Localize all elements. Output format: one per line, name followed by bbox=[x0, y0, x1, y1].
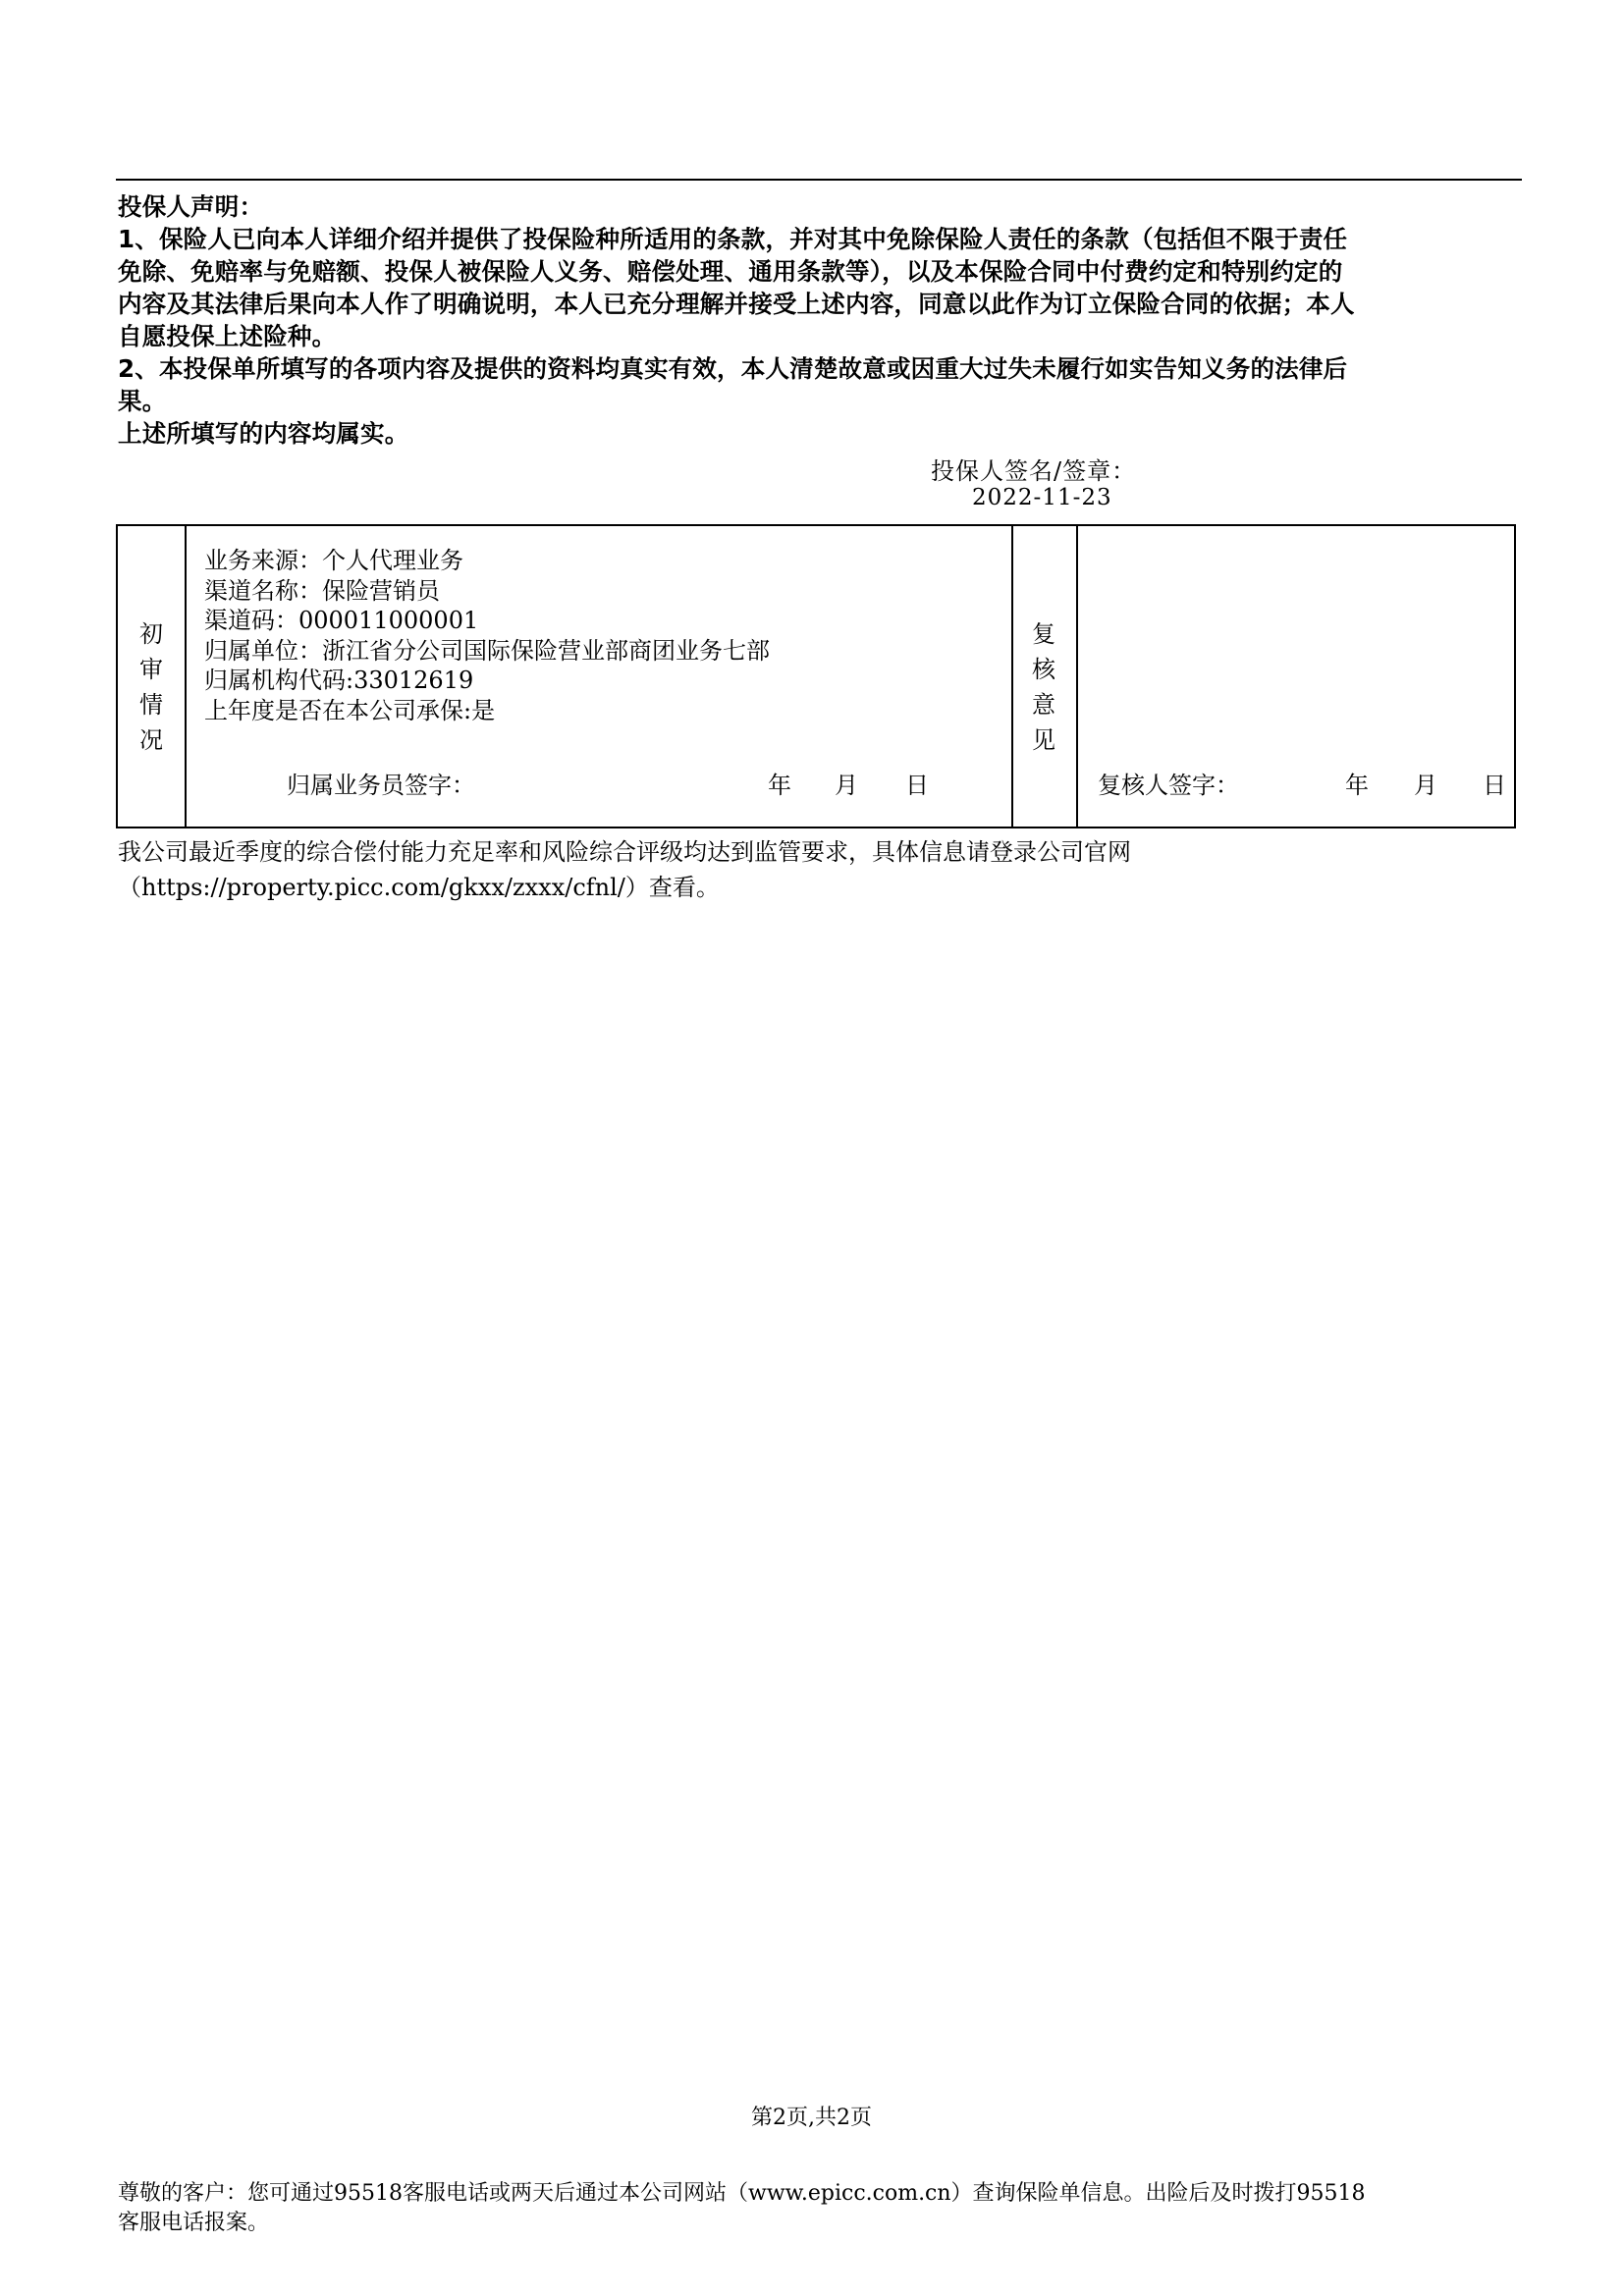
column-divider bbox=[185, 526, 187, 827]
policyholder-signature-label: 投保人签名/签章： bbox=[931, 457, 1137, 485]
signature-date: 2022-11-23 bbox=[972, 485, 1112, 510]
review-table bbox=[116, 524, 1516, 828]
year-label: 年 bbox=[768, 772, 791, 799]
top-rule bbox=[116, 179, 1522, 181]
declaration-line: 1、保险人已向本人详细介绍并提供了投保险种所适用的条款，并对其中免除保险人责任的条款（包括但不限于责任 bbox=[118, 225, 1348, 253]
page-number: 第2页,共2页 bbox=[751, 2106, 872, 2130]
notice-line: 我公司最近季度的综合偿付能力充足率和风险综合评级均达到监管要求，具体信息请登录公司官网 bbox=[118, 838, 1131, 866]
customer-footer-note bbox=[118, 2179, 1532, 2238]
reviewer-signature-label: 复核人签字： bbox=[1098, 772, 1239, 799]
declaration-line: 上述所填写的内容均属实。 bbox=[118, 419, 409, 448]
business-source: 业务来源：个人代理业务 bbox=[204, 547, 463, 574]
declaration-line: 果。 bbox=[118, 387, 167, 415]
declaration-line: 自愿投保上述险种。 bbox=[118, 322, 337, 350]
declaration-title: 投保人声明： bbox=[118, 192, 264, 221]
footer-line: 尊敬的客户：您可通过95518客服电话或两天后通过本公司网站（www.epicc.com.cn）查询保险单信息。出险后及时拨打95518 bbox=[118, 2181, 1366, 2206]
year-label: 年 bbox=[1345, 772, 1369, 799]
channel-code: 渠道码：000011000001 bbox=[204, 607, 479, 634]
column-divider bbox=[1076, 526, 1078, 827]
month-label: 月 bbox=[835, 772, 858, 799]
affiliated-org-code: 归属机构代码:33012619 bbox=[204, 667, 474, 694]
day-label: 日 bbox=[1483, 772, 1506, 799]
column-divider bbox=[1011, 526, 1013, 827]
recheck-opinion-label: 复 核 意 见 bbox=[1032, 620, 1055, 754]
day-label: 日 bbox=[905, 772, 929, 799]
footer-line: 客服电话报案。 bbox=[118, 2211, 270, 2235]
declaration-line: 免除、免赔率与免赔额、投保人被保险人义务、赔偿处理、通用条款等），以及本保险合同中付费约定和特别约定的 bbox=[118, 257, 1343, 286]
declaration-line: 内容及其法律后果向本人作了明确说明，本人已充分理解并接受上述内容，同意以此作为订立保险合同的依据；本人 bbox=[118, 290, 1355, 318]
salesperson-signature-label: 归属业务员签字： bbox=[287, 772, 475, 799]
declaration-line: 2、本投保单所填写的各项内容及提供的资料均真实有效，本人清楚故意或因重大过失未履行如实告知义务的法律后 bbox=[118, 354, 1348, 383]
prior-year-underwriting: 上年度是否在本公司承保:是 bbox=[204, 696, 496, 724]
channel-name: 渠道名称：保险营销员 bbox=[204, 576, 440, 605]
initial-review-label: 初 审 情 况 bbox=[139, 620, 163, 754]
affiliated-unit: 归属单位：浙江省分公司国际保险营业部商团业务七部 bbox=[204, 636, 770, 665]
initial-review-details bbox=[204, 546, 770, 725]
month-label: 月 bbox=[1414, 772, 1437, 799]
notice-line: （https://property.picc.com/gkxx/zxxx/cfnl/）查看。 bbox=[118, 874, 720, 901]
solvency-notice bbox=[118, 834, 1131, 905]
policyholder-declaration bbox=[118, 190, 1524, 450]
